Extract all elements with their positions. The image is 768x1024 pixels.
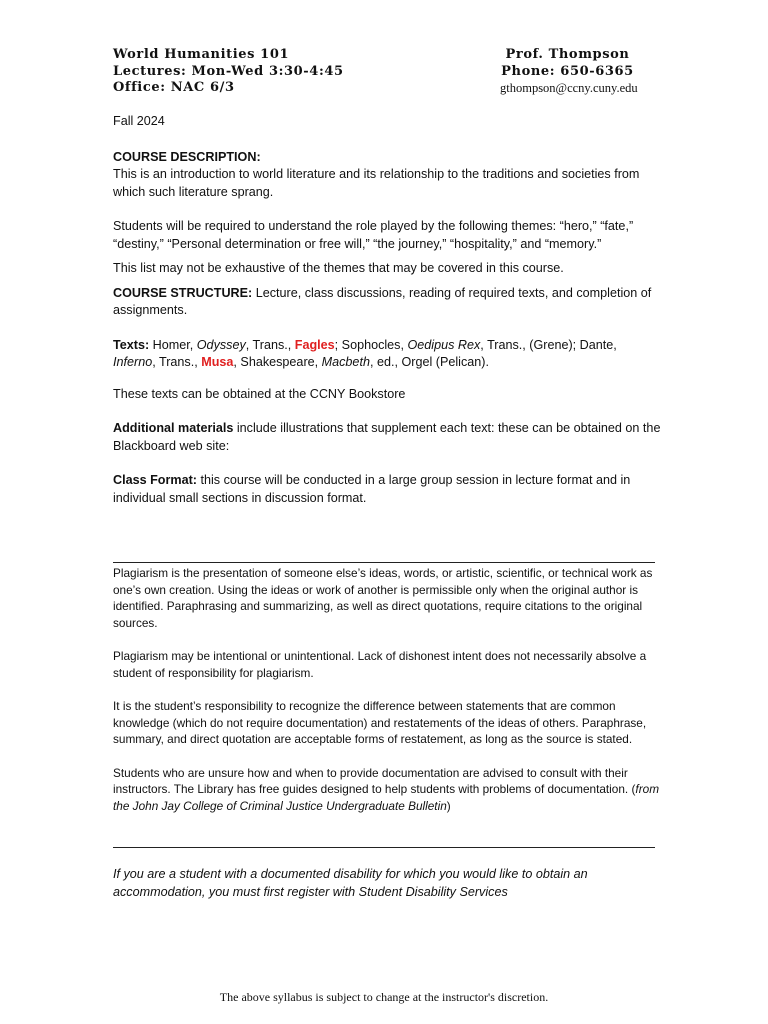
title-macbeth: Macbeth xyxy=(321,355,370,369)
course-title: World Humanities 101 xyxy=(113,47,290,62)
title-oedipus-rex: Oedipus Rex xyxy=(407,337,481,352)
texts-segment: ; Sophocles, xyxy=(334,337,408,352)
plagiarism-paragraph: It is the student’s responsibility to recognize the difference between statements that are common knowledge (which do not require documentation) and restatements of the ideas of others. Paraphrase, summary, and direct quotation are acceptable forms of restatement, as long as the source is stated. xyxy=(113,699,647,746)
plagiarism-paragraph: Plagiarism is the presentation of someone else’s ideas, words, or artistic, scientific, or technical work as one’s own creation. Using the ideas or work of another is permissible only when the original author is identified. Paraphrasing and summarizing, as well as direct quotations, require citations to the original sources. xyxy=(113,566,653,630)
plagiarism-source: from the John Jay College of Criminal Justice Undergraduate Bulletin xyxy=(113,782,660,813)
plagiarism-paragraph: Plagiarism may be intentional or unintentional. Lack of dishonest intent does not necessarily absolve a student of responsibility for plagiarism. xyxy=(113,649,647,680)
syllabus-body xyxy=(113,113,661,507)
course-structure-heading: COURSE STRUCTURE: xyxy=(113,285,253,300)
texts-segment: , Trans., xyxy=(245,337,295,352)
additional-materials-heading: Additional materials xyxy=(113,421,234,435)
themes-note: This list may not be exhaustive of the themes that may be covered in this course. xyxy=(113,261,564,275)
texts-segment: Homer, xyxy=(149,337,197,352)
disability-notice: If you are a student with a documented disability for which you would like to obtain an accommodation, you must first register with Student Disability Services xyxy=(113,867,588,899)
course-structure-text: Lecture, class discussions, reading of required texts, and completion of assignments. xyxy=(113,285,652,317)
translator-fagles: Fagles xyxy=(294,337,335,352)
themes-paragraph: Students will be required to understand the role played by the following themes: “hero,” “fate,” “destiny,” “Personal determination or free will,” “the journey,” “hospitality,” and “memory.” xyxy=(113,219,634,251)
plagiarism-bottom-divider xyxy=(113,847,655,848)
course-structure xyxy=(113,285,661,320)
term: Fall 2024 xyxy=(113,114,165,128)
additional-materials xyxy=(113,420,661,455)
professor-email: gthompson@ccny.cuny.edu xyxy=(500,81,638,95)
additional-materials-text: include illustrations that supplement each text: these can be obtained on the Blackboard web site: xyxy=(113,421,661,453)
texts-segment: , Shakespeare, xyxy=(233,355,322,369)
professor-name: Prof. Thompson xyxy=(505,47,630,62)
bookstore-note: These texts can be obtained at the CCNY Bookstore xyxy=(113,386,406,401)
plagiarism-top-divider xyxy=(113,562,655,563)
professor-phone: Phone: 650-6365 xyxy=(501,63,634,79)
syllabus-footer: The above syllabus is subject to change at the instructor's discretion. xyxy=(219,990,549,1004)
plagiarism-policy xyxy=(113,565,661,814)
course-description-heading: COURSE DESCRIPTION: xyxy=(113,149,261,164)
plagiarism-paragraph xyxy=(113,765,661,815)
texts-paragraph xyxy=(113,337,661,372)
course-description-text: This is an introduction to world literature and its relationship to the traditions and societies from which such literature sprang. xyxy=(113,167,640,199)
texts-segment: , ed., Orgel (Pelican). xyxy=(369,355,489,369)
texts-heading: Texts: xyxy=(113,337,150,352)
class-format xyxy=(113,472,661,507)
title-inferno: Inferno xyxy=(113,355,153,369)
lecture-times: Lectures: Mon-Wed 3:30-4:45 xyxy=(113,63,344,79)
class-format-text: this course will be conducted in a large group session in lecture format and in individual small sections in discussion format. xyxy=(113,473,631,505)
syllabus-header xyxy=(113,47,655,97)
class-format-heading: Class Format: xyxy=(113,473,197,487)
plagiarism-text-end: ) xyxy=(446,798,451,813)
title-odyssey: Odyssey xyxy=(196,337,246,352)
texts-segment: , Trans., xyxy=(152,355,202,369)
texts-segment: , Trans., (Grene); Dante, xyxy=(480,337,617,352)
translator-musa: Musa xyxy=(201,355,234,369)
course-description xyxy=(113,149,661,202)
plagiarism-text: Students who are unsure how and when to provide documentation are advised to consult with their instructors. The Library has free guides designed to help students with problems of documentation. ( xyxy=(113,765,636,796)
office-location: Office: NAC 6/3 xyxy=(113,80,235,95)
